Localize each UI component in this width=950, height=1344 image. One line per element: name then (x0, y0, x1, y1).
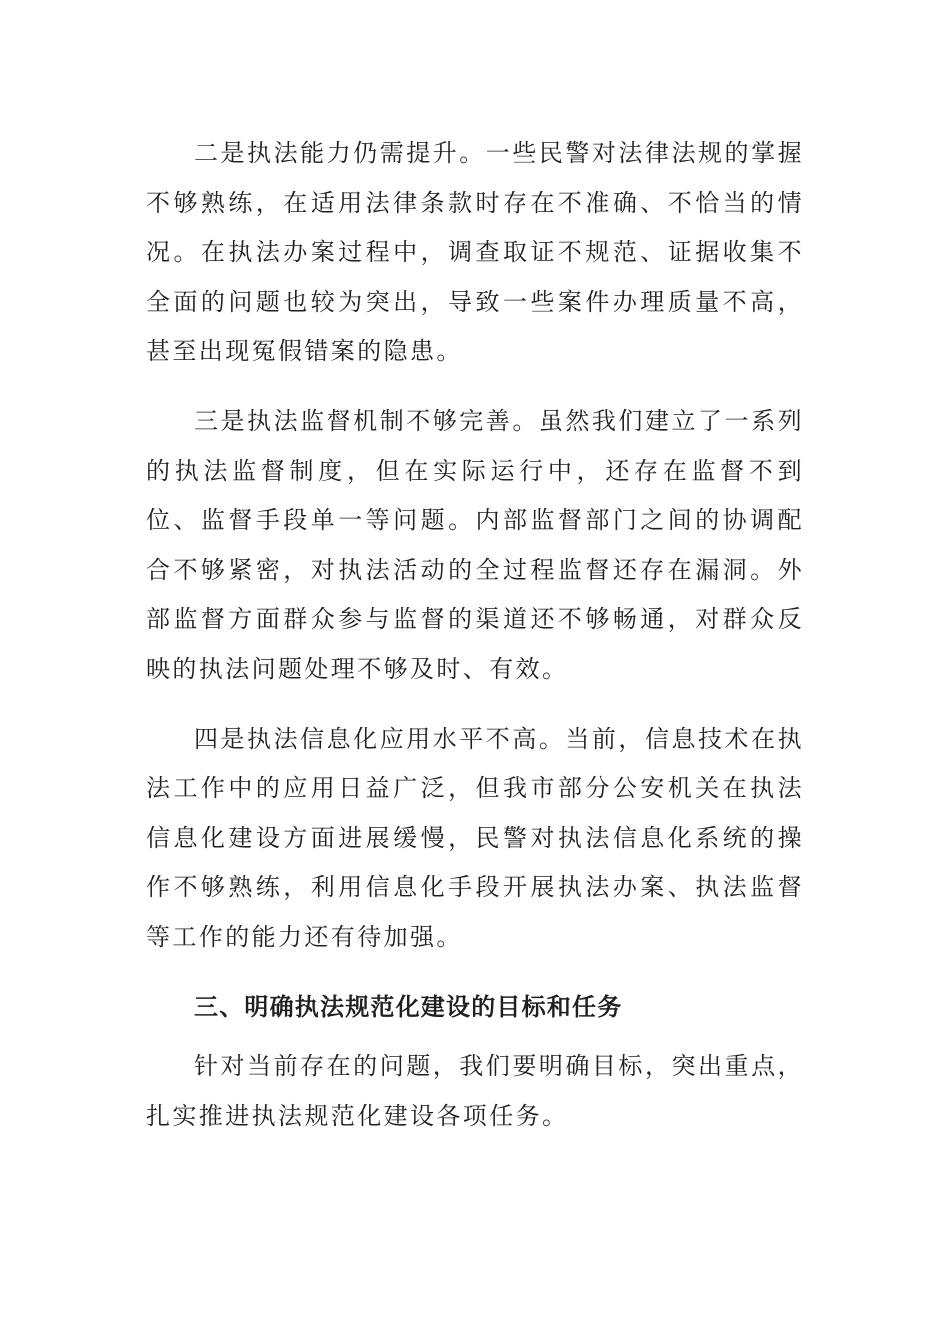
paragraph-enforcement-capability: 二是执法能力仍需提升。一些民警对法律法规的掌握不够熟练，在适用法律条款时存在不准确、不恰当的情况。在执法办案过程中，调查取证不规范、证据收集不全面的问题也较为突出，导致一些案件办理质量不高，甚至出现冤假错案的隐患。 (146, 139, 804, 366)
paragraph-closing: 针对当前存在的问题，我们要明确目标，突出重点，扎实推进执法规范化建设各项任务。 (146, 1052, 804, 1130)
paragraph-informatization: 四是执法信息化应用水平不高。当前，信息技术在执法工作中的应用日益广泛，但我市部分公安机关在执法信息化建设方面进展缓慢，民警对执法信息化系统的操作不够熟练，利用信息化手段开展执法办案、执法监督等工作的能力还有待加强。 (146, 724, 804, 951)
paragraph-supervision-mechanism: 三是执法监督机制不够完善。虽然我们建立了一系列的执法监督制度，但在实际运行中，还存在监督不到位、监督手段单一等问题。内部监督部门之间的协调配合不够紧密，对执法活动的全过程监督还存在漏洞。外部监督方面群众参与监督的渠道还不够畅通，对群众反映的执法问题处理不够及时、有效。 (146, 406, 804, 683)
document-body (146, 129, 804, 1141)
section-heading: 三、明确执法规范化建设的目标和任务 (194, 992, 623, 1021)
